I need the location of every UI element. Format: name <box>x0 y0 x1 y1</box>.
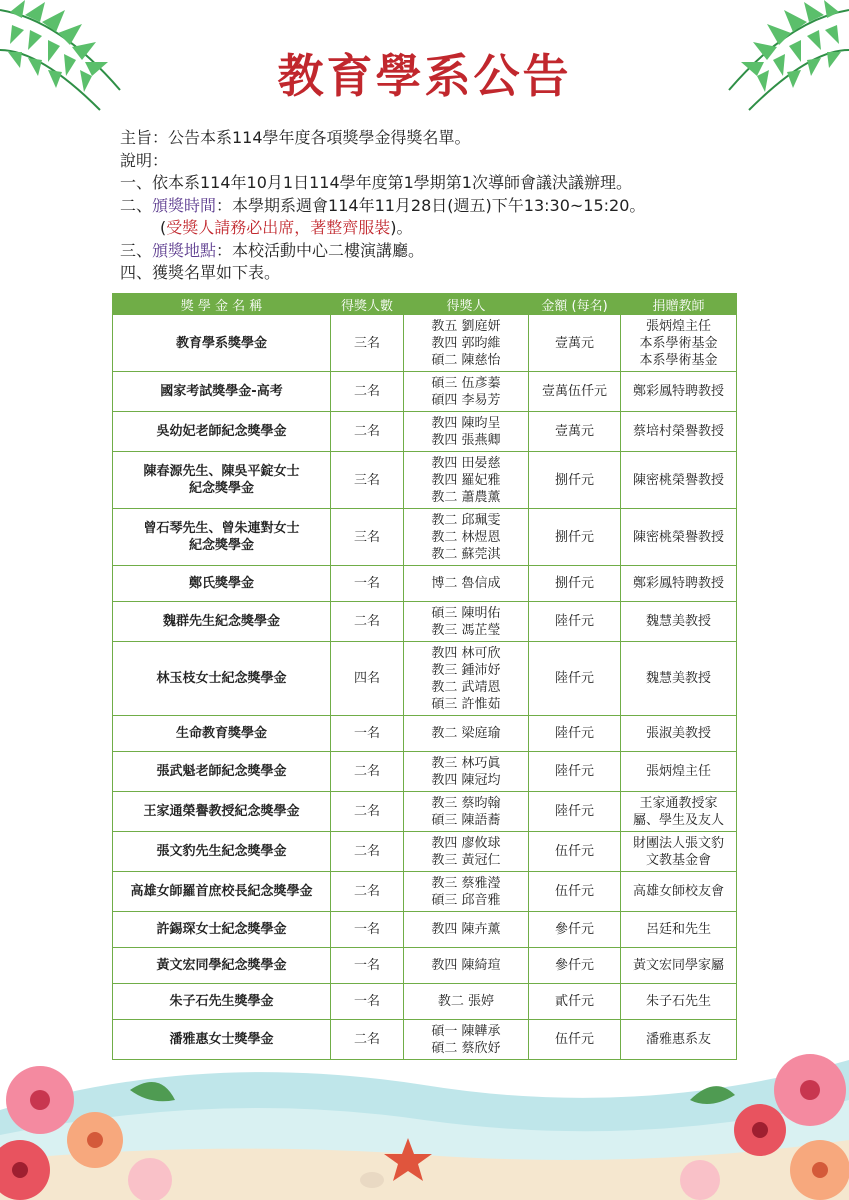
recipient: 博二 魯信成 <box>431 576 501 591</box>
recipients-cell <box>404 412 529 452</box>
amount-cell: 壹萬元 <box>529 412 621 452</box>
recipient: 教四 張燕卿 <box>431 432 501 448</box>
scholarship-name-cell <box>113 509 331 566</box>
donor-line: 財團法人張文豹 <box>632 835 724 851</box>
recipient-count-cell: 三名 <box>331 452 404 509</box>
header-recipient-count: 得獎人數 <box>331 294 404 315</box>
amount-cell: 陸仟元 <box>529 792 621 832</box>
donor-line: 魏慧美教授 <box>645 614 711 629</box>
recipient: 碩二 陳慈怡 <box>431 352 501 368</box>
recipient-count-cell: 三名 <box>331 509 404 566</box>
header-recipients: 得獎人 <box>404 294 529 315</box>
table-row <box>113 412 737 452</box>
recipient: 教四 陳冠均 <box>431 772 501 788</box>
table-row <box>113 752 737 792</box>
table-row <box>113 872 737 912</box>
donor-cell <box>621 872 737 912</box>
recipient: 教五 劉庭妍 <box>431 318 501 334</box>
donor-cell <box>621 452 737 509</box>
recipients-cell <box>404 452 529 509</box>
donor-line: 潘雅惠系友 <box>645 1032 711 1047</box>
donor-line: 陳密桃榮譽教授 <box>632 529 724 545</box>
recipient-count-cell: 二名 <box>331 412 404 452</box>
recipient: 教四 林可欣 <box>431 645 501 661</box>
scholarship-name: 張文豹先生紀念獎學金 <box>156 844 287 859</box>
table-row <box>113 509 737 566</box>
donor-line: 呂廷和先生 <box>645 922 711 937</box>
scholarship-name: 紀念獎學金 <box>188 538 254 553</box>
donor-line: 張炳煌主任 <box>645 318 711 334</box>
recipients-cell <box>404 602 529 642</box>
recipient: 碩三 陳語蕎 <box>431 812 501 828</box>
donor-line: 本系學術基金 <box>639 352 718 368</box>
scholarship-name: 林玉枝女士紀念獎學金 <box>156 671 287 686</box>
scholarship-name: 王家通榮譽教授紀念獎學金 <box>143 804 300 819</box>
table-row <box>113 832 737 872</box>
scholarship-name-cell <box>113 412 331 452</box>
recipient: 教二 武靖恩 <box>431 679 501 695</box>
recipient: 教三 蔡雅瀅 <box>431 875 501 891</box>
donor-line: 陳密桃榮譽教授 <box>632 472 724 488</box>
donor-cell <box>621 752 737 792</box>
scholarship-name: 黃文宏同學紀念獎學金 <box>156 958 287 973</box>
recipients-cell <box>404 372 529 412</box>
recipients-cell <box>404 566 529 602</box>
amount-cell: 參仟元 <box>529 948 621 984</box>
donor-cell <box>621 372 737 412</box>
recipient: 教四 田晏慈 <box>431 455 501 471</box>
scholarship-name: 紀念獎學金 <box>188 481 254 496</box>
scholarship-name-cell <box>113 948 331 984</box>
scholarship-name-cell <box>113 984 331 1020</box>
amount-cell: 捌仟元 <box>529 509 621 566</box>
table-row <box>113 452 737 509</box>
recipients-cell <box>404 948 529 984</box>
item-4: 四、獲獎名單如下表。 <box>120 263 281 282</box>
scholarship-name: 吳幼妃老師紀念獎學金 <box>156 424 287 439</box>
scholarship-name-cell <box>113 566 331 602</box>
item-2: 二、頒獎時間：本學期系週會114年11月28日(週五)下午13:30~15:20。 <box>120 195 646 215</box>
amount-cell: 壹萬元 <box>529 315 621 372</box>
table-row <box>113 912 737 948</box>
amount-cell: 伍仟元 <box>529 872 621 912</box>
donor-line: 屬、學生及友人 <box>632 812 724 828</box>
donor-line: 黃文宏同學家屬 <box>632 958 724 973</box>
recipients-cell <box>404 509 529 566</box>
donor-line: 文教基金會 <box>645 852 711 868</box>
donor-cell <box>621 716 737 752</box>
amount-cell: 伍仟元 <box>529 1020 621 1060</box>
recipient: 教二 梁庭瑜 <box>431 726 501 741</box>
donor-cell <box>621 792 737 832</box>
scholarship-name: 許錫琛女士紀念獎學金 <box>156 922 287 937</box>
recipient: 教四 羅妃雅 <box>431 472 501 488</box>
recipients-cell <box>404 912 529 948</box>
recipient-count-cell: 二名 <box>331 832 404 872</box>
donor-line: 王家通教授家 <box>639 795 718 811</box>
amount-cell: 捌仟元 <box>529 566 621 602</box>
recipient-count-cell: 一名 <box>331 948 404 984</box>
recipient: 碩三 邱音雅 <box>431 892 501 908</box>
recipients-cell <box>404 642 529 716</box>
scholarship-name: 鄭氏獎學金 <box>188 576 254 591</box>
scholarship-name-cell <box>113 1020 331 1060</box>
donor-line: 張炳煌主任 <box>645 764 711 779</box>
scholarship-name: 朱子石先生獎學金 <box>169 994 274 1009</box>
donor-line: 魏慧美教授 <box>645 671 711 686</box>
table-row <box>113 948 737 984</box>
recipient: 碩一 陳韡承 <box>431 1023 501 1039</box>
recipient-count-cell: 二名 <box>331 1020 404 1060</box>
recipient: 教二 蘇莞淇 <box>431 546 501 562</box>
page-title: 教育學系公告 <box>277 49 572 103</box>
amount-cell: 貳仟元 <box>529 984 621 1020</box>
donor-cell <box>621 1020 737 1060</box>
scholarship-table <box>112 293 737 1060</box>
hibiscus-icon <box>0 1066 172 1200</box>
recipient: 教二 邱珮雯 <box>431 512 501 528</box>
attendance-note: 受獎人請務必出席，著整齊服裝 <box>166 218 391 237</box>
recipients-cell <box>404 832 529 872</box>
donor-line: 張淑美教授 <box>645 726 711 741</box>
header-scholarship-name: 獎 學 金 名 稱 <box>113 294 331 315</box>
recipient: 教四 廖攸球 <box>431 835 501 851</box>
recipient: 教二 蕭農薰 <box>431 489 501 505</box>
recipient: 教三 蔡昀翰 <box>431 795 501 811</box>
recipient: 教二 張婷 <box>437 994 495 1009</box>
scholarship-name: 魏群先生紀念獎學金 <box>162 614 280 629</box>
recipients-cell <box>404 716 529 752</box>
scholarship-name: 曾石琴先生、曾朱連對女士 <box>143 521 300 536</box>
recipient-count-cell: 二名 <box>331 602 404 642</box>
scholarship-name-cell <box>113 452 331 509</box>
recipient: 教三 黃冠仁 <box>431 852 501 868</box>
purpose-line: 主旨：公告本系114學年度各項獎學金得獎名單。 <box>120 128 471 147</box>
donor-line: 鄭彩鳳特聘教授 <box>632 576 724 591</box>
recipient: 教四 陳綺瑄 <box>431 958 501 973</box>
hibiscus-icon <box>680 1054 849 1200</box>
table-row <box>113 315 737 372</box>
donor-cell <box>621 566 737 602</box>
recipient: 碩四 李易芳 <box>431 392 501 408</box>
recipient-count-cell: 二名 <box>331 752 404 792</box>
recipient: 教四 陳昀呈 <box>431 415 501 431</box>
table-row <box>113 602 737 642</box>
table-row <box>113 792 737 832</box>
recipients-cell <box>404 984 529 1020</box>
amount-cell: 伍仟元 <box>529 832 621 872</box>
header-donor: 捐贈教師 <box>621 294 737 315</box>
donor-cell <box>621 509 737 566</box>
recipient: 碩二 蔡欣妤 <box>431 1040 501 1056</box>
recipient-count-cell: 三名 <box>331 315 404 372</box>
table-row <box>113 642 737 716</box>
recipient: 教三 鍾沛妤 <box>431 662 501 678</box>
donor-cell <box>621 412 737 452</box>
explanation-label: 說明： <box>120 150 169 170</box>
scholarship-name: 潘雅惠女士獎學金 <box>169 1032 274 1047</box>
recipient: 教四 郭昀維 <box>431 335 501 351</box>
donor-line: 本系學術基金 <box>639 335 718 351</box>
recipient: 教二 林煜恩 <box>431 529 501 545</box>
table-row <box>113 716 737 752</box>
scholarship-name: 生命教育獎學金 <box>175 726 267 741</box>
scholarship-name-cell <box>113 792 331 832</box>
scholarship-name: 教育學系獎學金 <box>175 335 267 351</box>
recipient-count-cell: 一名 <box>331 984 404 1020</box>
item-2-note: (受獎人請務必出席，著整齊服裝)。 <box>160 218 413 237</box>
donor-cell <box>621 912 737 948</box>
donor-cell <box>621 984 737 1020</box>
donor-line: 蔡培村榮譽教授 <box>632 424 724 439</box>
award-time-label: 頒獎時間 <box>152 195 217 215</box>
donor-line: 鄭彩鳳特聘教授 <box>632 384 724 399</box>
recipient-count-cell: 四名 <box>331 642 404 716</box>
recipient-count-cell: 一名 <box>331 912 404 948</box>
header-amount: 金額 (每名) <box>529 294 621 315</box>
donor-cell <box>621 602 737 642</box>
table-row <box>113 984 737 1020</box>
amount-cell: 陸仟元 <box>529 602 621 642</box>
scholarship-name: 高雄女師羅首庶校長紀念獎學金 <box>130 884 313 899</box>
table-row <box>113 1020 737 1060</box>
donor-cell <box>621 948 737 984</box>
recipient: 碩三 許惟茹 <box>431 696 501 712</box>
recipient-count-cell: 二名 <box>331 372 404 412</box>
scholarship-name-cell <box>113 832 331 872</box>
seashell-icon <box>360 1172 384 1188</box>
donor-cell <box>621 315 737 372</box>
scholarship-name-cell <box>113 372 331 412</box>
scholarship-name-cell <box>113 315 331 372</box>
starfish-icon <box>384 1138 432 1181</box>
announcement-intro <box>120 127 760 285</box>
award-location-label: 頒獎地點 <box>152 240 217 260</box>
amount-cell: 陸仟元 <box>529 752 621 792</box>
item-1: 一、依本系114年10月1日114學年度第1學期第1次導師會議決議辦理。 <box>120 173 632 192</box>
recipients-cell <box>404 872 529 912</box>
table-row <box>113 566 737 602</box>
amount-cell: 陸仟元 <box>529 642 621 716</box>
recipient-count-cell: 二名 <box>331 792 404 832</box>
scholarship-name: 張武魁老師紀念獎學金 <box>156 764 287 779</box>
recipient: 碩三 陳明佑 <box>431 605 501 621</box>
donor-line: 高雄女師校友會 <box>632 884 724 899</box>
amount-cell: 參仟元 <box>529 912 621 948</box>
scholarship-name-cell <box>113 872 331 912</box>
scholarship-name-cell <box>113 912 331 948</box>
scholarship-name-cell <box>113 642 331 716</box>
scholarship-name: 國家考試獎學金-高考 <box>160 384 283 399</box>
scholarship-name-cell <box>113 716 331 752</box>
donor-line: 朱子石先生 <box>645 994 711 1009</box>
donor-cell <box>621 642 737 716</box>
recipient: 教三 林巧眞 <box>431 755 501 771</box>
amount-cell: 壹萬伍仟元 <box>529 372 621 412</box>
amount-cell: 陸仟元 <box>529 716 621 752</box>
recipient-count-cell: 一名 <box>331 566 404 602</box>
recipients-cell <box>404 752 529 792</box>
recipient: 教四 陳卉薰 <box>431 922 501 937</box>
donor-cell <box>621 832 737 872</box>
recipients-cell <box>404 315 529 372</box>
table-row <box>113 372 737 412</box>
recipient-count-cell: 一名 <box>331 716 404 752</box>
scholarship-name: 陳春源先生、陳吳平錠女士 <box>143 464 300 479</box>
recipient: 碩三 伍彥蓁 <box>431 375 501 391</box>
scholarship-name-cell <box>113 602 331 642</box>
recipients-cell <box>404 792 529 832</box>
recipients-cell <box>404 1020 529 1060</box>
recipient-count-cell: 二名 <box>331 872 404 912</box>
recipient: 教三 馮芷瑩 <box>431 622 501 638</box>
item-3: 三、頒獎地點：本校活動中心二樓演講廳。 <box>120 240 425 260</box>
scholarship-name-cell <box>113 752 331 792</box>
table-header-row <box>113 294 737 315</box>
amount-cell: 捌仟元 <box>529 452 621 509</box>
